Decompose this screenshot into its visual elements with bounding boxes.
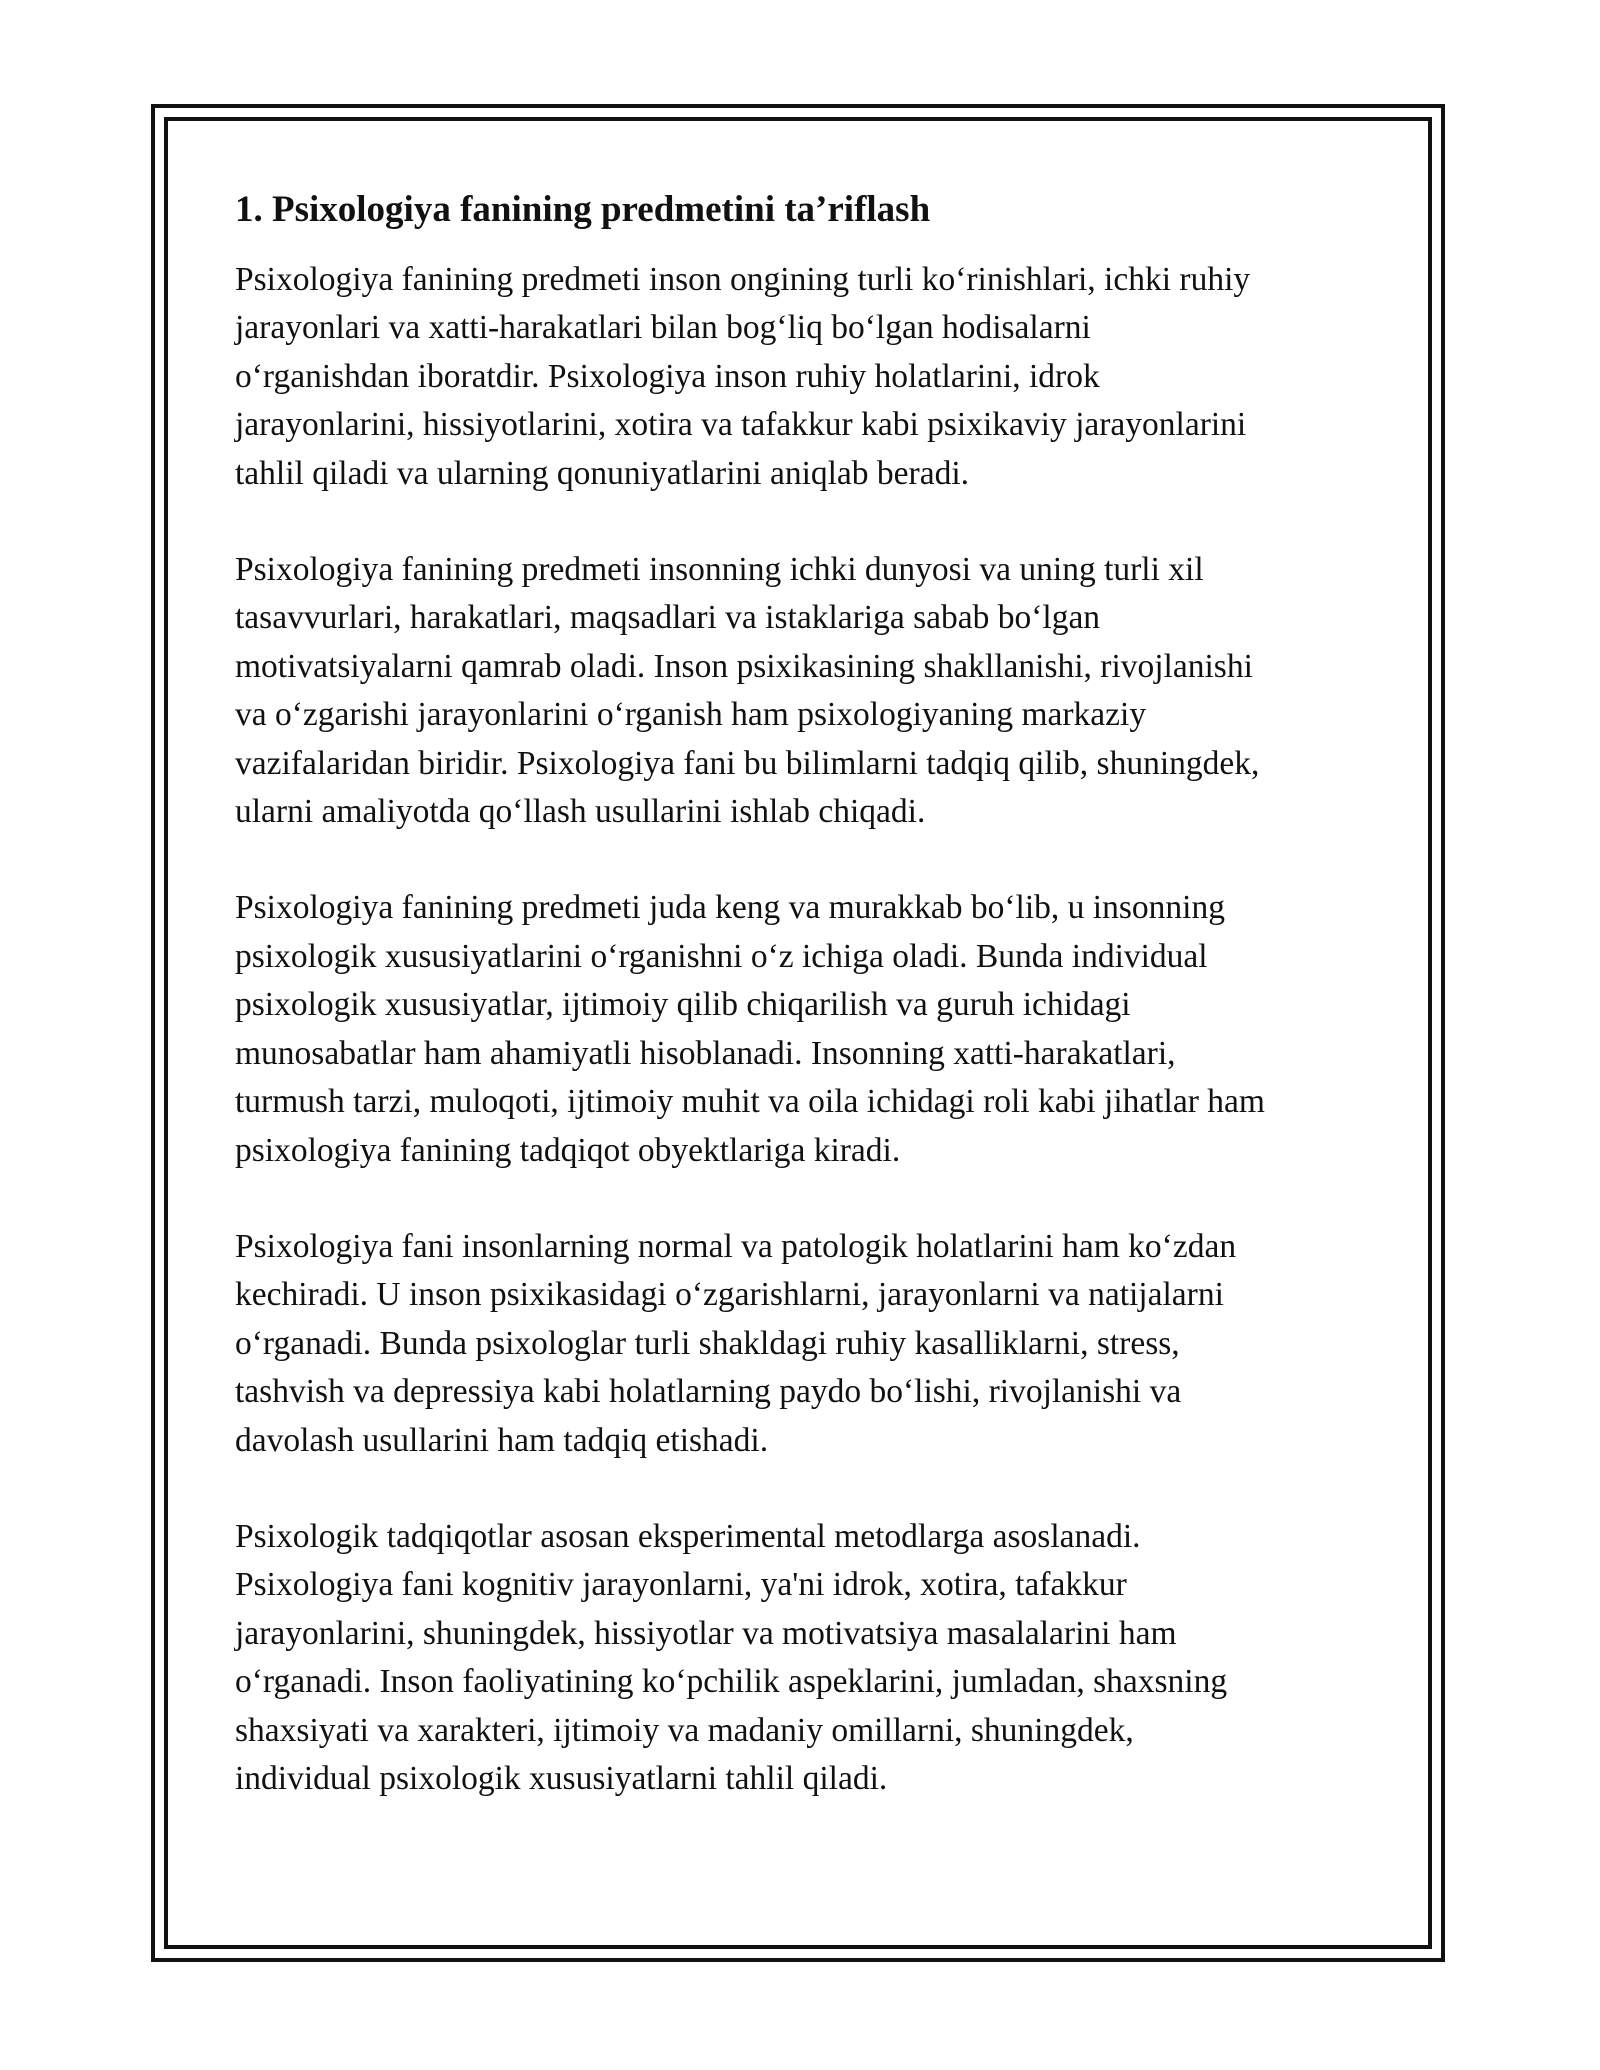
text-line: tashvish va depressiya kabi holatlarning paydo boʻlishi, rivojlanishi va	[235, 1373, 1182, 1411]
text-line: motivatsiyalarni qamrab oladi. Inson psixikasining shakllanishi, rivojlanishi	[235, 647, 1253, 685]
text-line: individual psixologik xususiyatlarni tahlil qiladi.	[235, 1759, 888, 1797]
text-line: psixologiya fanining tadqiqot obyektlariga kiradi.	[235, 1131, 901, 1169]
paragraph-5	[235, 1513, 1375, 1803]
text-line: Psixologiya fanining predmeti inson ongining turli koʻrinishlari, ichki ruhiy	[235, 261, 1251, 298]
text-line: Psixologiya fani insonlarning normal va patologik holatlarini ham koʻzdan	[235, 1227, 1237, 1265]
text-line: oʻrganishdan iboratdir. Psixologiya inson ruhiy holatlarini, idrok	[235, 357, 1100, 395]
text-line: psixologik xususiyatlar, ijtimoiy qilib chiqarilish va guruh ichidagi	[235, 986, 1131, 1024]
text-line: jarayonlarini, hissiyotlarini, xotira va tafakkur kabi psixikaviy jarayonlarini	[235, 406, 1247, 444]
text-line: kechiradi. U inson psixikasidagi oʻzgarishlarni, jarayonlarni va natijalarni	[235, 1276, 1224, 1314]
text-line: Psixologiya fani kognitiv jarayonlarni, ya'ni idrok, xotira, tafakkur	[235, 1566, 1127, 1604]
text-line: tasavvurlari, harakatlari, maqsadlari va istaklariga sabab boʻlgan	[235, 599, 1101, 637]
text-line: oʻrganadi. Bunda psixologlar turli shakldagi ruhiy kasalliklarni, stress,	[235, 1324, 1180, 1362]
document-body	[235, 186, 1375, 1851]
paragraph-2	[235, 546, 1375, 836]
text-line: va oʻzgarishi jarayonlarini oʻrganish ham psixologiyaning markaziy	[235, 696, 1147, 734]
paragraph-3	[235, 884, 1375, 1174]
text-line: davolash usullarini ham tadqiq etishadi.	[235, 1421, 769, 1459]
text-line: shaxsiyati va xarakteri, ijtimoiy va madaniy omillarni, shuningdek,	[235, 1711, 1134, 1749]
text-line: oʻrganadi. Inson faoliyatining koʻpchilik aspeklarini, jumladan, shaxsning	[235, 1663, 1228, 1701]
text-line: munosabatlar ham ahamiyatli hisoblanadi. Insonning xatti-harakatlari,	[235, 1034, 1176, 1072]
text-line: jarayonlarini, shuningdek, hissiyotlar va motivatsiya masalalarini ham	[235, 1614, 1177, 1652]
paragraph-4	[235, 1223, 1375, 1465]
text-line: ularni amaliyotda qoʻllash usullarini ishlab chiqadi.	[235, 793, 926, 831]
text-line: Psixologiya fanining predmeti insonning ichki dunyosi va uning turli xil	[235, 551, 1204, 589]
text-line: Psixologik tadqiqotlar asosan eksperimental metodlarga asoslanadi.	[235, 1517, 1141, 1555]
text-line: psixologik xususiyatlarini oʻrganishni oʻz ichiga oladi. Bunda individual	[235, 937, 1208, 975]
section-heading: 1. Psixologiya fanining predmetini ta’riflash	[235, 189, 931, 230]
paragraph-1	[235, 256, 1375, 498]
text-line: jarayonlari va xatti-harakatlari bilan bogʻliq boʻlgan hodisalarni	[235, 309, 1091, 347]
text-line: tahlil qiladi va ularning qonuniyatlarini aniqlab beradi.	[235, 454, 970, 492]
text-line: turmush tarzi, muloqoti, ijtimoiy muhit va oila ichidagi roli kabi jihatlar ham	[235, 1083, 1265, 1121]
text-line: Psixologiya fanining predmeti juda keng va murakkab boʻlib, u insonning	[235, 889, 1225, 927]
text-line: vazifalaridan biridir. Psixologiya fani bu bilimlarni tadqiq qilib, shuningdek,	[235, 744, 1260, 782]
